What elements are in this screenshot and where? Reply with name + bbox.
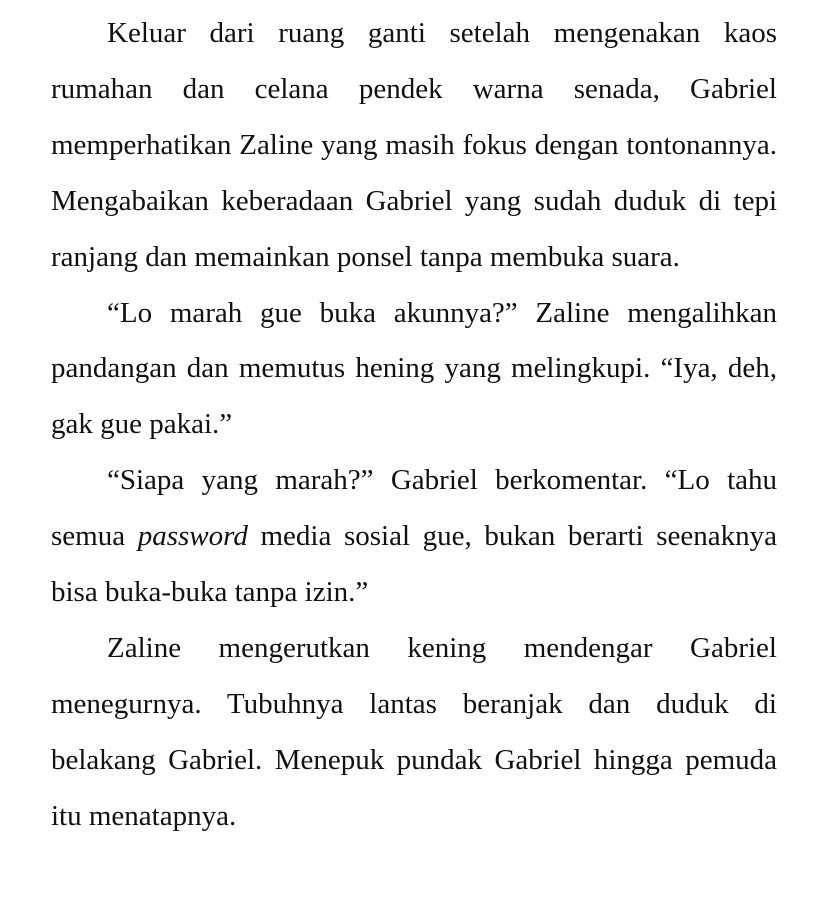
book-page [51, 6, 777, 845]
paragraph-4 [51, 621, 777, 845]
paragraph-1 [51, 6, 777, 286]
paragraph-1-text: Keluar dari ruang ganti setelah mengenakan kaos rumahan dan celana pendek warna senada, Gabriel memperhatikan Zaline yang masih fokus dengan tontonannya. Mengabaikan keberadaan Gabriel yang sudah duduk di tepi ranjang dan memainkan ponsel tanpa membuka suara. [51, 17, 777, 273]
paragraph-2-text: “Lo marah gue buka akunnya?” Zaline mengalihkan pandangan dan memutus hening yang melingkupi. “Iya, deh, gak gue pakai.” [51, 296, 777, 441]
paragraph-3-text-end: media sosial gue, bukan berarti seenaknya bisa buka-buka tanpa izin.” [51, 520, 777, 609]
paragraph-2 [51, 286, 777, 454]
italic-word-password: password [137, 520, 248, 553]
paragraph-3-text-start: “Siapa yang marah?” Gabriel berkomentar. “Lo tahu semua [51, 464, 777, 553]
paragraph-3 [51, 453, 777, 621]
paragraph-4-text: Zaline mengerutkan kening mendengar Gabriel menegurnya. Tubuhnya lantas beranjak dan duduk di belakang Gabriel. Menepuk pundak Gabriel hingga pemuda itu menatapnya. [51, 631, 777, 832]
